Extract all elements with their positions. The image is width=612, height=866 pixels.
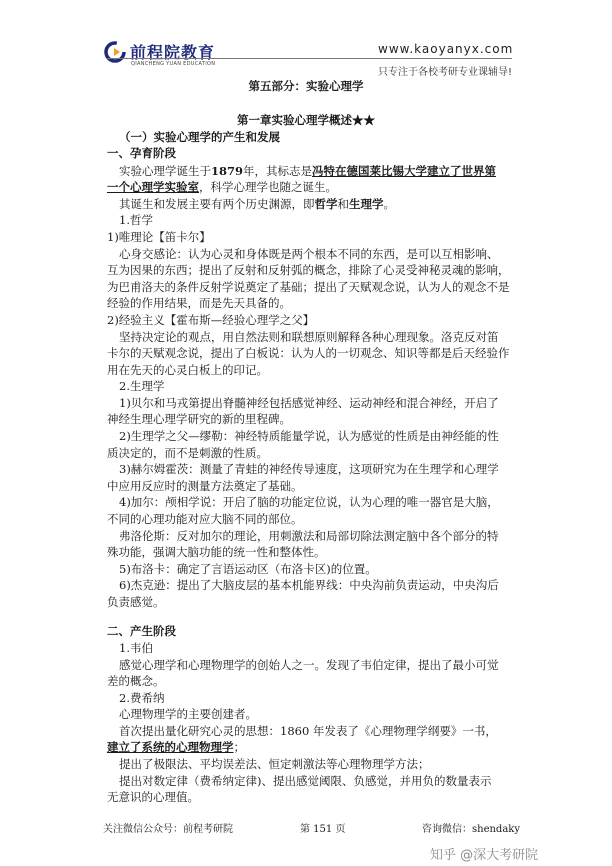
paragraph-line: 中应用反应时的测量方法奠定了基础。 [107, 479, 303, 493]
section-heading: （一）实验心理学的产生和发展 [119, 130, 280, 144]
paragraph-line: 弗洛伦斯：反对加尔的理论，用刺激法和局部切除法测定脑中各个部分的特 [119, 529, 499, 543]
paragraph-line: 为巴甫洛夫的条件反射学说奠定了基础；提出了天赋观念说，认为人的观念不是 [107, 280, 510, 294]
footer-wechat-account: 关注微信公众号：前程考研院 [103, 824, 233, 835]
footer-page-number: 第 151 页 [300, 824, 346, 835]
paragraph-line: 5)布洛卡：确定了言语运动区（布洛卡区)的位置。 [119, 562, 377, 576]
paragraph-line: 6)杰克逊：提出了大脑皮层的基本机能界线：中央沟前负责运动，中央沟后 [119, 578, 499, 592]
item-heading: 2.生理学 [119, 379, 165, 393]
paragraph-line: 1)贝尔和马戎第提出脊髓神经包括感觉神经、运动神经和混合神经，开启了 [119, 396, 499, 410]
part-title: 第五部分：实验心理学 [248, 79, 364, 93]
item-heading: 1.韦伯 [119, 641, 153, 655]
paragraph-line: 神经生理心理学研究的新的里程碑。 [107, 412, 291, 426]
paragraph-line: 2)生理学之父—缪勒：神经特质能量学说，认为感觉的性质是由神经能的性 [119, 429, 499, 443]
subsection-heading: 二、产生阶段 [107, 624, 176, 638]
paragraph-line: 心理物理学的主要创建者。 [119, 707, 257, 721]
paragraph-line: 经验的作用结果，而是先天具备的。 [107, 296, 291, 310]
paragraph-line: 实验心理学诞生于1879年，其标志是冯特在德国莱比锡大学建立了世界第 [119, 164, 497, 178]
paragraph-line: 不同的心理功能对应大脑不同的部位。 [107, 512, 303, 526]
site-url[interactable]: www.kaoyanyx.com [378, 42, 514, 56]
subsection-heading: 一、孕育阶段 [107, 146, 176, 160]
paragraph-line: 心身交感论：认为心灵和身体既是两个根本不同的东西，是可以互相影响、 [119, 247, 499, 261]
header-slogan: 只专注于各校考研专业课辅导! [378, 67, 513, 78]
paragraph-line: 用在先天的心灵白板上的印记。 [107, 363, 268, 377]
item-heading: 1.哲学 [119, 213, 153, 227]
paragraph-line: 一个心理学实验室，科学心理学也随之诞生。 [107, 180, 337, 194]
paragraph-line: 提出对数定律（费希纳定律)、提出感觉阈限、负感觉，并用负的数量表示 [119, 774, 492, 788]
paragraph-line: 其诞生和发展主要有两个历史渊源，即哲学和生理学。 [119, 197, 395, 211]
paragraph-line: 首次提出量化研究心灵的思想：1860 年发表了《心理物理学纲要》一书， [119, 724, 497, 738]
footer-wechat-contact: 咨询微信：shendaky [422, 824, 521, 835]
paragraph-line: 坚持决定论的观点，用自然法则和联想原则解释各种心理现象。洛克反对笛 [119, 330, 499, 344]
header-divider [106, 58, 512, 59]
paragraph-line: 互为因果的东西；提出了反射和反射弧的概念，排除了心灵受神秘灵魂的影响， [107, 263, 510, 277]
qc-logo-icon [104, 40, 128, 64]
paragraph-line: 4)加尔：颅相学说：开启了脑的功能定位说，认为心理的唯一器官是大脑， [119, 495, 499, 509]
item-heading: 1)唯理论【笛卡尔】 [107, 230, 211, 244]
paragraph-line: 差的概念。 [107, 674, 165, 688]
paragraph-line: 3)赫尔姆霍茨：测量了青蛙的神经传导速度，这项研究为在生理学和心理学 [119, 462, 499, 476]
brand-name: 前程院教育 [130, 43, 216, 62]
brand-subtitle: QIANCHENG YUAN EDUCATION [131, 61, 216, 67]
paragraph-line: 卡尔的天赋观念说，提出了白板说：认为人的一切观念、知识等都是后天经验作 [107, 346, 510, 360]
paragraph-line: 无意识的心理值。 [107, 790, 199, 804]
paragraph-line: 负责感觉。 [107, 595, 165, 609]
paragraph-line: 感觉心理学和心理物理学的创始人之一。发现了韦伯定律，提出了最小可觉 [119, 658, 499, 672]
paragraph-line: 殊功能，强调大脑功能的统一性和整体性。 [107, 545, 326, 559]
paragraph-line: 质决定的，而不是刺激的性质。 [107, 446, 268, 460]
item-heading: 2)经验主义【霍布斯—经验心理学之父】 [107, 313, 315, 327]
zhihu-watermark: 知乎 @深大考研院 [430, 848, 539, 863]
chapter-title: 第一章实验心理学概述★★ [237, 113, 375, 127]
paragraph-line: 建立了系统的心理物理学； [107, 740, 245, 754]
item-heading: 2.费希纳 [119, 691, 165, 705]
paragraph-line: 提出了极限法、平均误差法、恒定刺激法等心理物理学方法； [119, 757, 430, 771]
